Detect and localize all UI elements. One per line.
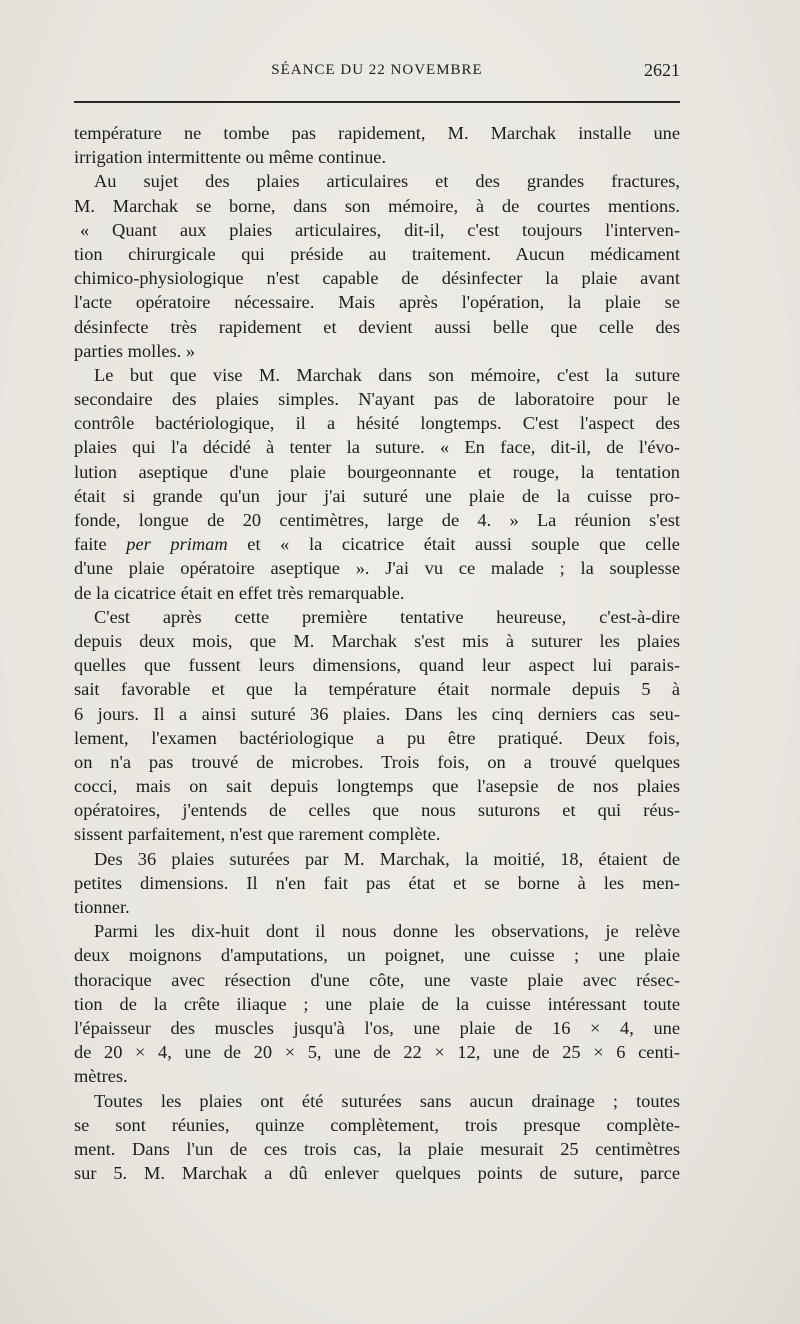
page-number: 2621	[644, 60, 680, 80]
text-line: sait favorable et que la température était normale depuis 5 à	[74, 679, 680, 700]
text-line: l'acte opératoire nécessaire. Mais après l'opération, la plaie se	[74, 292, 680, 313]
text-line: contrôle bactériologique, il a hésité longtemps. C'est l'aspect des	[74, 413, 680, 434]
text-line: l'épaisseur des muscles jusqu'à l'os, une plaie de 16 × 4, une	[74, 1017, 680, 1038]
text-line: « Quant aux plaies articulaires, dit-il, c'est toujours l'interven-	[80, 219, 680, 240]
text-line: cocci, mais on sait depuis longtemps que l'asepsie de nos plaies	[74, 776, 680, 797]
text-line: Parmi les dix-huit dont il nous donne les observations, je relève	[94, 921, 680, 942]
text-line: fonde, longue de 20 centimètres, large de 4. » La réunion s'est	[74, 510, 680, 530]
text-line: désinfecte très rapidement et devient aussi belle que celle des	[74, 316, 680, 337]
text-line: deux moignons d'amputations, un poignet, une cuisse ; une plaie	[74, 945, 680, 966]
text-line: de 20 × 4, une de 20 × 5, une de 22 × 12, une de 25 × 6 centi-	[74, 1042, 680, 1063]
text-line: parties molles. »	[74, 340, 196, 361]
text-line: température ne tombe pas rapidement, M. Marchak installe une	[74, 123, 680, 143]
page-header	[74, 62, 680, 86]
text-line: mètres.	[74, 1066, 128, 1087]
text-line: C'est après cette première tentative heureuse, c'est-à-dire	[94, 606, 680, 627]
text-line: Au sujet des plaies articulaires et des grandes fractures,	[94, 171, 680, 192]
text-line: Toutes les plaies ont été suturées sans aucun drainage ; toutes	[94, 1090, 680, 1111]
text-line: sur 5. M. Marchak a dû enlever quelques points de suture, parce	[74, 1163, 680, 1184]
text-line: se sont réunies, quinze complètement, trois presque complète-	[74, 1114, 680, 1135]
text-line: plaies qui l'a décidé à tenter la suture. « En face, dit-il, de l'évo-	[74, 437, 680, 458]
text-line: ment. Dans l'un de ces trois cas, la plaie mesurait 25 centimètres	[74, 1138, 680, 1159]
text-line: Le but que vise M. Marchak dans son mémoire, c'est la suture	[94, 364, 680, 385]
running-title: SÉANCE DU 22 NOVEMBRE	[271, 62, 483, 78]
text-fragment: faite	[74, 534, 107, 555]
text-line: petites dimensions. Il n'en fait pas état et se borne à les men-	[74, 872, 680, 893]
text-line: secondaire des plaies simples. N'ayant pas de laboratoire pour le	[74, 389, 680, 410]
text-line: sissent parfaitement, n'est que rarement complète.	[74, 824, 441, 845]
text-line: irrigation intermittente ou même continue.	[74, 147, 387, 168]
text-line: quelles que fussent leurs dimensions, quand leur aspect lui parais-	[74, 655, 680, 676]
text-line	[74, 532, 680, 556]
text-line: tionner.	[74, 897, 130, 917]
text-line: Des 36 plaies suturées par M. Marchak, la moitié, 18, étaient de	[94, 848, 680, 869]
text-line: thoracique avec résection d'une côte, une vaste plaie avec résec-	[74, 969, 680, 990]
body-text	[74, 121, 680, 1185]
text-line: de la cicatrice était en effet très remarquable.	[74, 582, 405, 603]
text-fragment: et « la cicatrice était aussi souple que celle	[247, 534, 680, 555]
text-line: 6 jours. Il a ainsi suturé 36 plaies. Dans les cinq derniers cas seu-	[74, 703, 680, 724]
text-line: tion de la crête iliaque ; une plaie de la cuisse intéressant toute	[74, 993, 680, 1014]
text-line: M. Marchak se borne, dans son mémoire, à de courtes mentions.	[74, 195, 680, 216]
text-line: était si grande qu'un jour j'ai suturé une plaie de la cuisse pro-	[74, 485, 680, 506]
text-line: opératoires, j'entends de celles que nous suturons et qui réus-	[74, 800, 680, 821]
text-line: d'une plaie opératoire aseptique ». J'ai vu ce malade ; la souplesse	[74, 558, 680, 579]
header-rule	[74, 101, 680, 103]
text-line: lement, l'examen bactériologique a pu être pratiqué. Deux fois,	[74, 727, 680, 748]
text-line: depuis deux mois, que M. Marchak s'est mis à suturer les plaies	[74, 630, 680, 651]
text-line: tion chirurgicale qui préside au traitement. Aucun médicament	[74, 243, 680, 264]
text-line: on n'a pas trouvé de microbes. Trois fois, on a trouvé quelques	[74, 751, 680, 772]
text-line: chimico-physiologique n'est capable de désinfecter la plaie avant	[74, 268, 680, 289]
latin-phrase: per primam	[126, 534, 228, 555]
text-line: lution aseptique d'une plaie bourgeonnante et rouge, la tentation	[74, 461, 680, 482]
